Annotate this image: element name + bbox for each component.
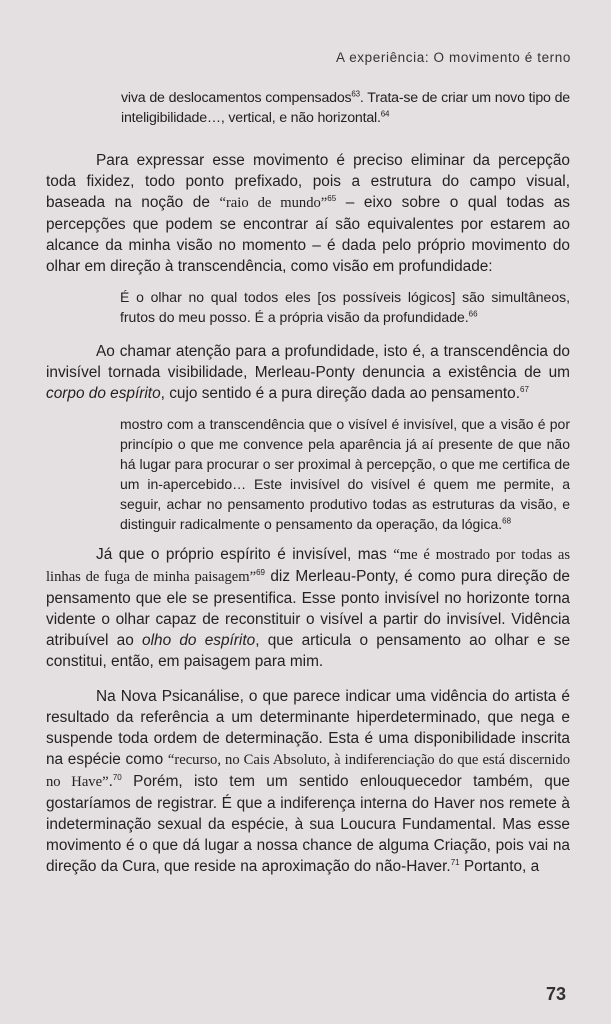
continued-paragraph — [121, 88, 570, 128]
emphasis: olho do espírito — [142, 632, 256, 649]
text-run: diz Merleau-Ponty, é como pura direção de pensamento que ele se presentifica. Esse ponto invisível no horizonte torna vidente o olhar capaz de reconstituir o visível a partir do invisível. Vidência atribuível ao — [46, 568, 570, 649]
footnote-ref: 65 — [327, 193, 337, 203]
text-run: , cujo sentido é a pura direção dada ao pensamento. — [160, 385, 521, 402]
footnote-ref: 67 — [520, 384, 529, 394]
footnote-ref: 63 — [351, 89, 360, 99]
quoted-text: “raio de mundo” — [219, 195, 328, 211]
page-body — [46, 88, 570, 887]
quoted-text: “recurso, no Cais Absoluto, à indiferenciação do que está discernido no Have” — [46, 752, 570, 790]
text-run: Ao chamar atenção para a profundidade, isto é, a transcendência do invisível tornada visibilidade, Merleau-Ponty denuncia a existência de um — [46, 343, 570, 381]
text-run: Já que o próprio espírito é invisível, mas — [96, 546, 394, 563]
quote-text: mostro com a transcendência que o visível é invisível, que a visão é por princípio o que me convence pela aparência já aí presente de que não há lugar para procurar o ser proximal à percepção, o que me certifica de um in-apercebido… Este invisível do visível é quem me permite, a seguir, achar no pensamento produtivo todas as estruturas da visão, e distinguir radicalmente o pensamento da operação, da lógica. — [120, 416, 570, 532]
text-run: . — [108, 773, 113, 790]
text-run: Portanto, a — [459, 858, 540, 875]
emphasis: corpo do espírito — [46, 385, 161, 402]
text-run: Na Nova Psicanálise, o que parece indicar uma vidência do artista é resultado da referência a um determinante hiperdeterminado, que nega e suspende toda ordem de determinação. Esta é uma disponibilidade inscrita na espécie como — [46, 688, 570, 768]
text-run: – eixo sobre o qual todas as percepções que podem se encontrar aí são equivalentes por estarem ao alcance da minha visão no momento – é dada pelo próprio movimento do olhar em direção à transcendência, como visão em profundidade: — [46, 194, 570, 275]
text-run: , que articula o pensamento ao olhar e se constitui, então, em paisagem para mim. — [46, 632, 571, 670]
text-run: . Trata-se de criar um novo tipo de inteligibilidade…, vertical, e não horizontal. — [121, 90, 570, 126]
text-run: viva de deslocamentos compensados — [121, 90, 352, 106]
quote-text: É o olhar no qual todos eles [os possíveis lógicos] são simultâneos, frutos do meu posso. É a própria visão da profundidade. — [120, 289, 570, 325]
paragraph-2 — [46, 341, 570, 404]
running-header: A experiência: O movimento é terno — [335, 50, 571, 65]
text-run: Porém, isto tem um sentido enlouquecedor também, que gostaríamos de registrar. É que a indiferença interna do Haver nos remete à indeterminação sexual da espécie, à sua Loucura Fundamental. Mas esse movimento é o que dá lugar a nossa chance de alguma Criação, pois vai na direção da Cura, que reside na aproximação do não-Haver. — [46, 773, 570, 875]
paragraph-4 — [46, 686, 570, 877]
footnote-ref: 69 — [256, 567, 265, 577]
block-quote-2 — [120, 414, 570, 534]
page-number: 73 — [545, 984, 566, 1004]
footnote-ref: 64 — [380, 109, 390, 119]
block-quote-1 — [120, 287, 570, 327]
paragraph-3 — [46, 544, 570, 672]
footnote-ref: 71 — [450, 857, 460, 867]
paragraph-1 — [46, 150, 570, 277]
footnote-ref: 68 — [502, 516, 512, 526]
quoted-text: “me é mostrado por todas as linhas de fuga de minha paisagem” — [46, 547, 570, 585]
footnote-ref: 66 — [468, 309, 478, 319]
text-run: Para expressar esse movimento é preciso eliminar da percepção toda fixidez, todo ponto prefixado, pois a estrutura do campo visual, baseada na noção de — [46, 152, 570, 211]
footnote-ref: 70 — [112, 772, 122, 782]
